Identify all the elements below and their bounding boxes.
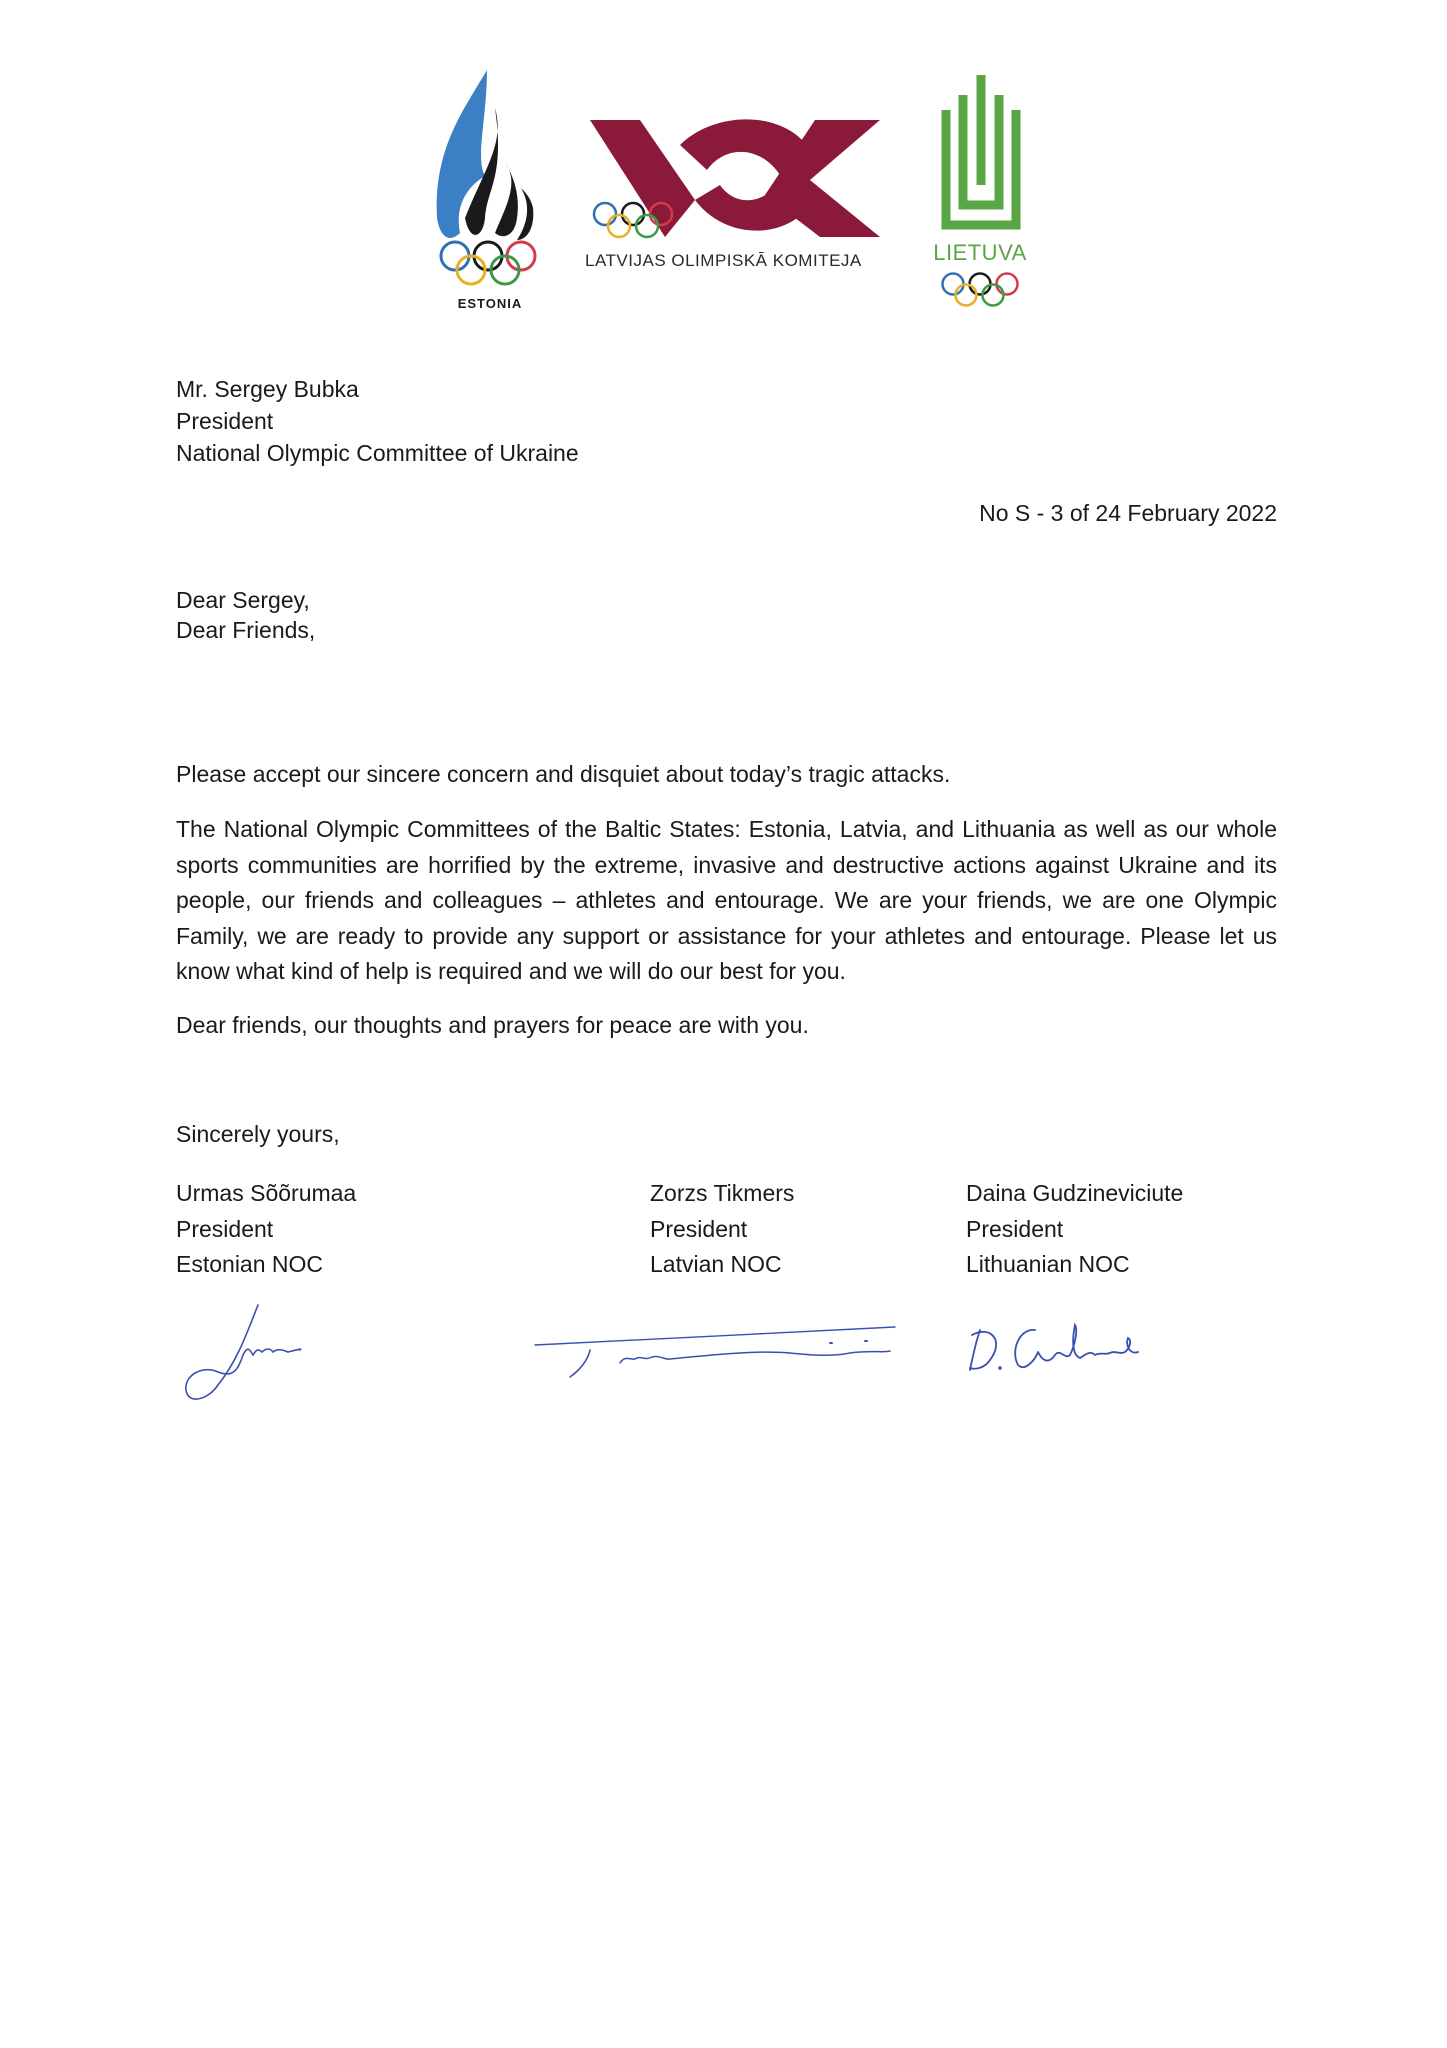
signatory-title: President xyxy=(966,1215,1064,1242)
salutation-line-1: Dear Sergey, xyxy=(176,587,310,613)
signature-latvia xyxy=(530,1315,910,1395)
estonia-logo-label: ESTONIA xyxy=(457,296,523,311)
olympic-rings-icon xyxy=(589,200,679,242)
signatory-name: Daina Gudzineviciute xyxy=(966,1180,1184,1206)
signatory-title: President xyxy=(176,1215,274,1242)
reference-number: No S - 3 of 24 February 2022 xyxy=(979,500,1277,526)
lithuania-columns-icon xyxy=(941,75,1021,235)
lithuania-noc-logo xyxy=(925,75,1035,315)
signature-estonia xyxy=(178,1300,318,1410)
signatory-estonia xyxy=(176,1176,356,1283)
logo-row xyxy=(0,0,1447,320)
signature-lithuania xyxy=(960,1310,1160,1390)
recipient-title: President xyxy=(176,408,274,434)
signatory-lithuania xyxy=(966,1176,1183,1283)
signatory-title: President xyxy=(650,1215,748,1242)
closing: Sincerely yours, xyxy=(176,1121,340,1147)
signatory-name: Urmas Sõõrumaa xyxy=(176,1180,357,1206)
body-paragraph-2: The National Olympic Committees of the Baltic States: Estonia, Latvia, and Lithuania as well as our whole sports communities are horrified by the extreme, invasive and destructive actions against Ukraine and its people, our friends and colleagues – athletes and entourage. We are your friends, we are one Olympic Family, we are ready to provide any support or assistance for your athletes and entourage. Please let us know what kind of help is required and we will do our best for you. xyxy=(176,816,1277,984)
signatory-org: Lithuanian NOC xyxy=(966,1251,1130,1277)
recipient-name: Mr. Sergey Bubka xyxy=(176,376,359,402)
recipient-block xyxy=(176,373,579,469)
recipient-organization: National Olympic Committee of Ukraine xyxy=(176,440,579,466)
signatory-latvia xyxy=(650,1176,794,1283)
olympic-rings-icon xyxy=(435,238,545,288)
salutation-line-2: Dear Friends, xyxy=(176,617,316,643)
signatory-name: Zorzs Tikmers xyxy=(650,1180,795,1206)
lithuania-logo-label: LIETUVA xyxy=(933,240,1027,265)
signatory-org: Latvian NOC xyxy=(650,1251,782,1277)
estonia-noc-logo xyxy=(425,68,555,318)
body-paragraph-1: Please accept our sincere concern and disquiet about today’s tragic attacks. xyxy=(176,761,951,787)
latvia-logo-label: LATVIJAS OLIMPISKĀ KOMITEJA xyxy=(585,251,862,270)
olympic-rings-icon xyxy=(938,270,1022,310)
latvia-noc-logo xyxy=(585,115,885,275)
signatory-org: Estonian NOC xyxy=(176,1251,324,1277)
salutation xyxy=(176,585,315,645)
body-paragraph-3: Dear friends, our thoughts and prayers for peace are with you. xyxy=(176,1012,809,1038)
